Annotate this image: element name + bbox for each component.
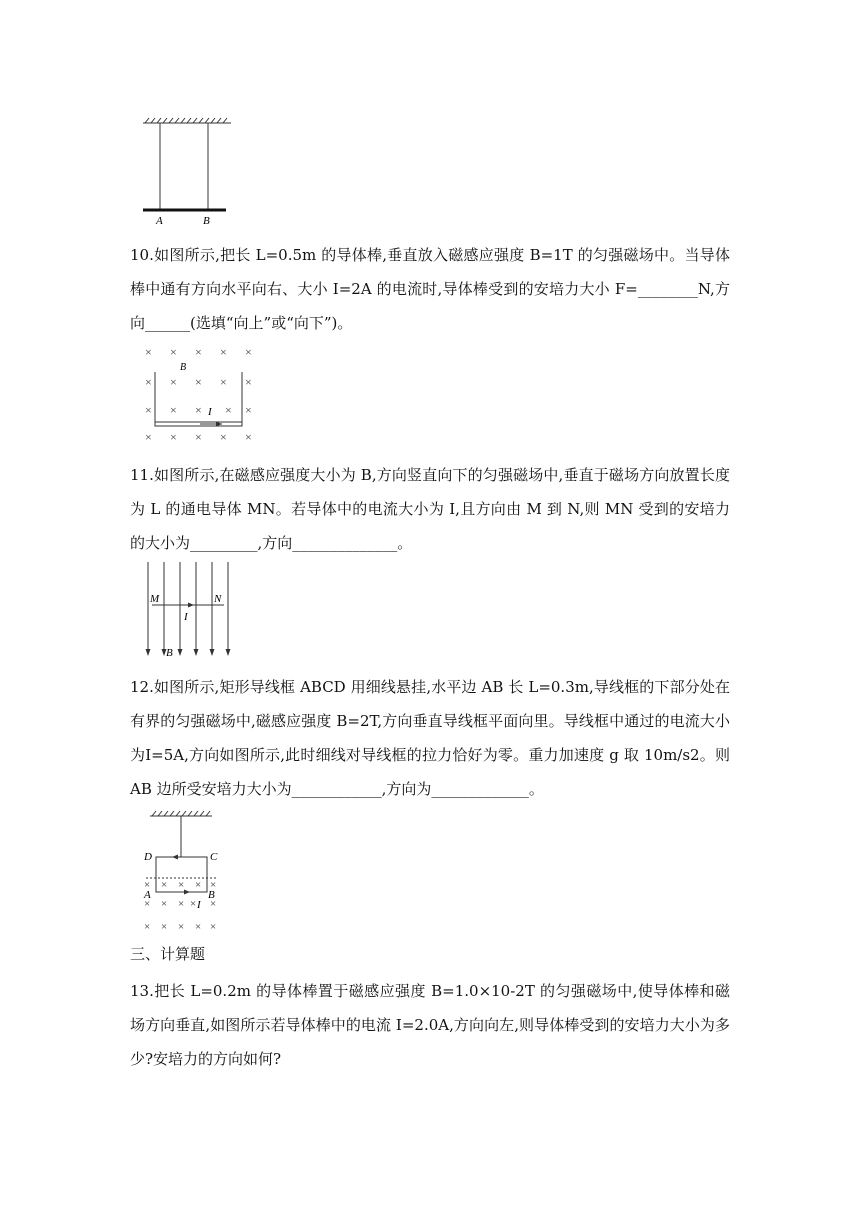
label-c: C bbox=[210, 851, 218, 863]
svg-text:×: × bbox=[161, 921, 168, 933]
section-heading: 三、计算题 bbox=[130, 945, 206, 963]
svg-text:×: × bbox=[145, 403, 152, 417]
top-current-arrow bbox=[172, 855, 178, 860]
field-marks-row-1 bbox=[145, 345, 252, 359]
label-b: B bbox=[203, 215, 210, 227]
svg-text:×: × bbox=[170, 403, 177, 417]
label-i: I bbox=[197, 899, 201, 911]
svg-text:×: × bbox=[210, 879, 217, 891]
svg-text:×: × bbox=[145, 375, 152, 389]
question-11: 11.如图所示,在磁感应强度大小为 B,方向竖直向下的匀强磁场中,垂直于磁场方向放置长度为 L 的通电导体 MN。若导体中的电流大小为 I,且方向由 M 到 N,则 MN 受到的安培力的大小为_________,方向______________。 bbox=[130, 466, 730, 552]
svg-text:×: × bbox=[195, 430, 202, 444]
svg-text:×: × bbox=[225, 403, 232, 417]
field-marks-row-2 bbox=[145, 375, 252, 389]
svg-text:×: × bbox=[178, 879, 185, 891]
figure-vertical-field bbox=[140, 560, 240, 660]
label-a: A bbox=[156, 215, 163, 227]
svg-text:×: × bbox=[161, 898, 168, 910]
svg-text:×: × bbox=[245, 375, 252, 389]
ceiling-hatching bbox=[143, 118, 231, 123]
svg-text:×: × bbox=[210, 921, 217, 933]
svg-text:×: × bbox=[170, 345, 177, 359]
svg-text:×: × bbox=[195, 375, 202, 389]
svg-text:×: × bbox=[245, 403, 252, 417]
ceiling-hatching bbox=[150, 811, 212, 816]
label-n: N bbox=[214, 593, 222, 605]
figure-hanging-rod bbox=[138, 112, 238, 227]
svg-text:×: × bbox=[170, 430, 177, 444]
field-marks-row-2 bbox=[144, 898, 216, 910]
svg-text:×: × bbox=[195, 345, 202, 359]
label-m: M bbox=[150, 593, 160, 605]
svg-text:×: × bbox=[144, 898, 151, 910]
figure-hanging-frame bbox=[138, 806, 238, 936]
svg-text:×: × bbox=[144, 879, 151, 891]
svg-text:×: × bbox=[245, 345, 252, 359]
field-marks-row-1 bbox=[144, 879, 216, 891]
label-b: B bbox=[166, 647, 173, 659]
question-13: 13.把长 L=0.2m 的导体棒置于磁感应强度 B=1.0×10-2T 的匀强磁场中,使导体棒和磁场方向垂直,如图所示若导体棒中的电流 I=2.0A,方向向左,则导体棒受到的安培力大小为多少?安培力的方向如何? bbox=[130, 982, 730, 1068]
svg-text:×: × bbox=[210, 898, 217, 910]
svg-text:×: × bbox=[220, 345, 227, 359]
svg-text:×: × bbox=[220, 375, 227, 389]
question-12: 12.如图所示,矩形导线框 ABCD 用细线悬挂,水平边 AB 长 L=0.3m,导线框的下部分处在有界的匀强磁场中,磁感应强度 B=2T,方向垂直导线框平面向里。导线框中通过的电流大小为I=5A,方向如图所示,此时细线对导线框的拉力恰好为零。重力加速度 g 取 10m/s2。则 AB 边所受安培力大小为____________,方向为_____________。 bbox=[130, 678, 730, 798]
label-d: D bbox=[144, 851, 152, 863]
svg-text:×: × bbox=[161, 879, 168, 891]
svg-text:×: × bbox=[145, 345, 152, 359]
question-10: 10.如图所示,把长 L=0.5m 的导体棒,垂直放入磁感应强度 B=1T 的匀强磁场中。当导体棒中通有方向水平向右、大小 I=2A 的电流时,导体棒受到的安培力大小 F=________N,方向______(选填“向上”或“向下”)。 bbox=[130, 246, 730, 332]
svg-text:×: × bbox=[170, 375, 177, 389]
svg-text:×: × bbox=[144, 921, 151, 933]
current-arrow bbox=[188, 603, 194, 608]
svg-text:×: × bbox=[178, 898, 185, 910]
label-i: I bbox=[184, 611, 188, 623]
svg-text:×: × bbox=[178, 921, 185, 933]
svg-text:×: × bbox=[245, 430, 252, 444]
svg-text:×: × bbox=[145, 430, 152, 444]
field-arrowheads bbox=[146, 649, 231, 656]
field-marks-row-4 bbox=[145, 430, 252, 444]
svg-text:×: × bbox=[195, 879, 202, 891]
bottom-current-arrow bbox=[184, 890, 190, 895]
field-marks-row-3 bbox=[145, 403, 252, 417]
field-marks-row-3 bbox=[144, 921, 216, 933]
svg-text:×: × bbox=[195, 921, 202, 933]
label-b: B bbox=[208, 889, 215, 901]
label-b: B bbox=[180, 362, 187, 373]
svg-text:×: × bbox=[190, 898, 197, 910]
label-i: I bbox=[208, 406, 212, 418]
svg-text:×: × bbox=[195, 403, 202, 417]
conductor-rod bbox=[155, 422, 242, 426]
label-a: A bbox=[144, 889, 151, 901]
svg-text:×: × bbox=[220, 430, 227, 444]
figure-rod-in-field bbox=[140, 340, 270, 450]
